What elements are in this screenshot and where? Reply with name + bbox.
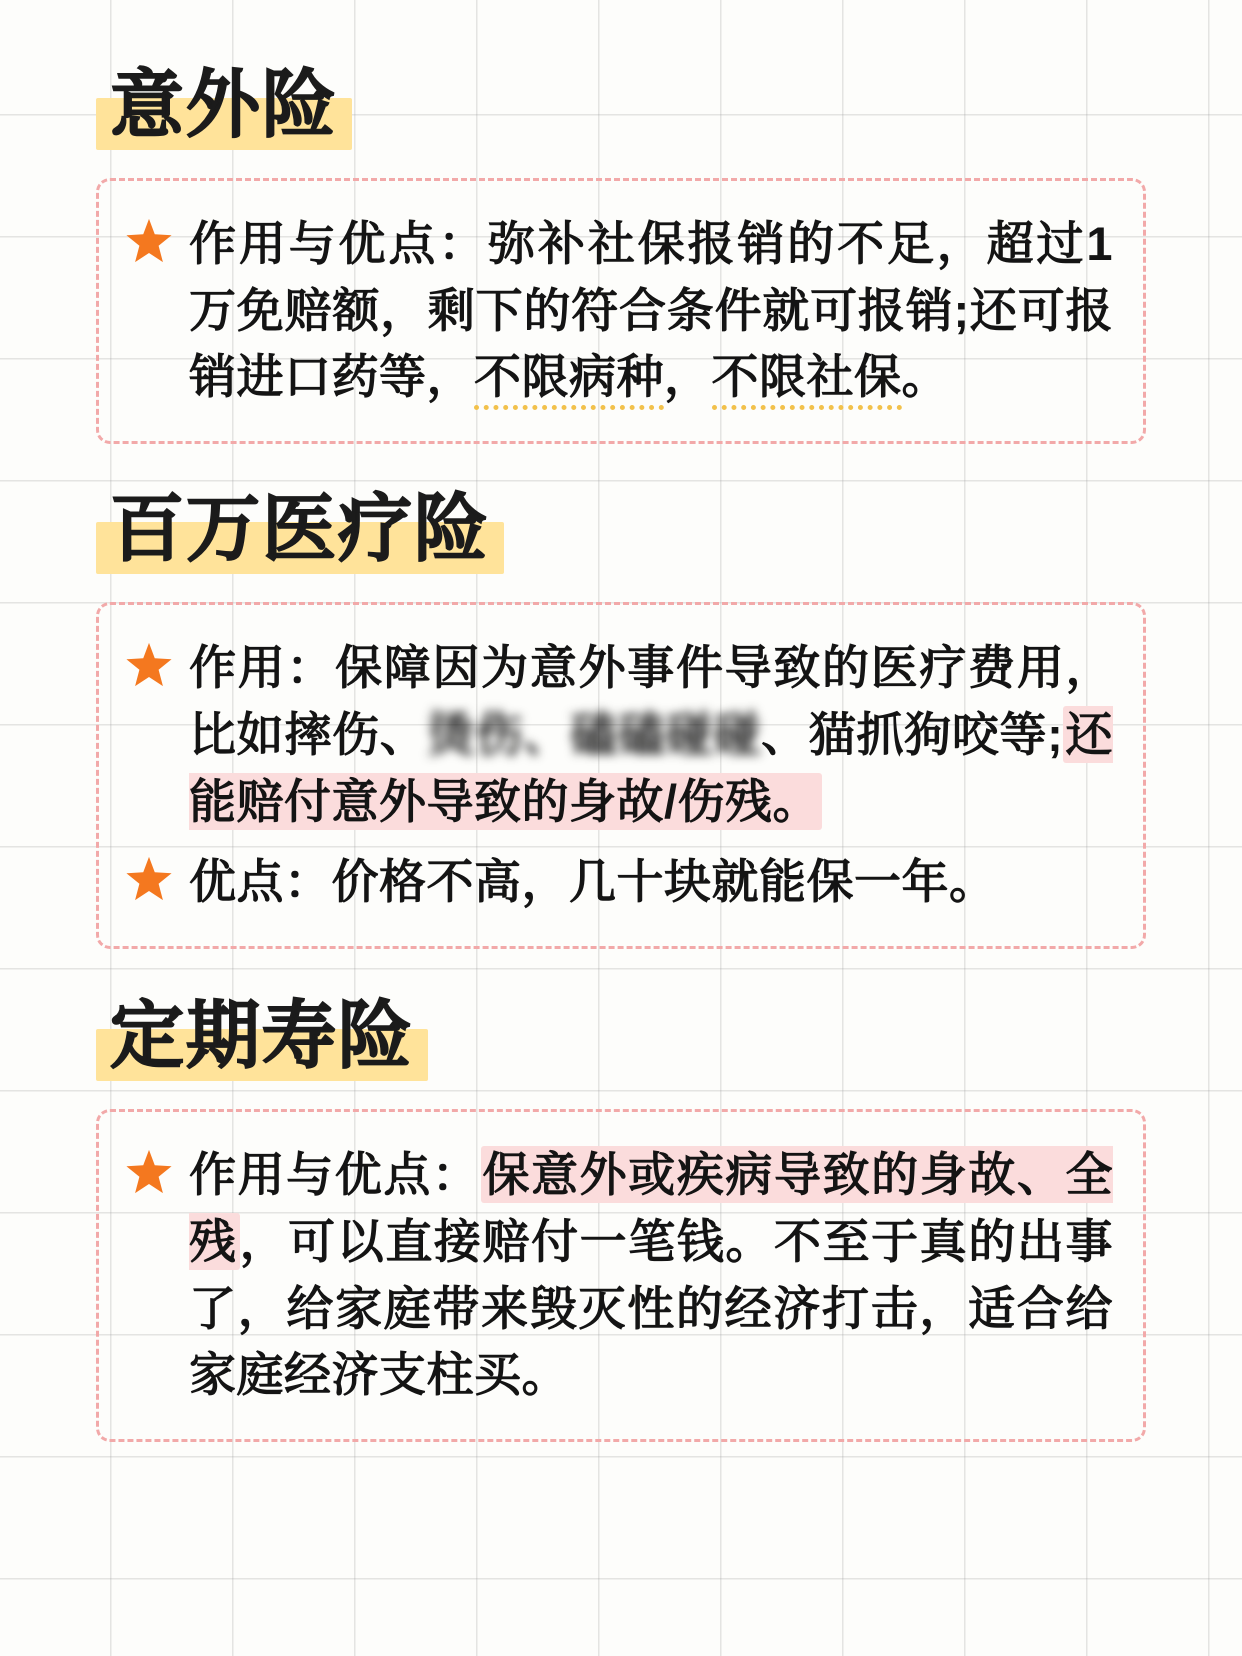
bullet-text xyxy=(189,211,1113,411)
bullet-label: 优点： xyxy=(189,855,332,909)
bullet-item xyxy=(125,849,1113,916)
heading-wrap-2 xyxy=(96,486,1242,576)
bullet-text xyxy=(189,849,1113,916)
star-icon xyxy=(125,641,173,689)
heading-text: 百万医疗险 xyxy=(110,487,490,571)
text-part-blurred: 烫伤、磕磕碰碰 xyxy=(427,707,762,761)
text-part: ，可以直接赔付一笔钱。不至于真的出事了，给家庭带来毁灭性的经济打击，适合给家庭经济支柱买。 xyxy=(189,1214,1114,1402)
bullet-label: 作用与优点： xyxy=(189,1148,481,1202)
heading-wrap-3 xyxy=(96,993,1242,1083)
text-part: 价格不高，几十块就能保一年。 xyxy=(331,855,997,909)
section-term-life-insurance xyxy=(0,949,1242,1442)
bullet-label: 作用： xyxy=(189,641,336,695)
heading-wrap-1 xyxy=(96,62,1242,152)
text-part-underlined: 不限社保 xyxy=(712,350,902,410)
content-card xyxy=(96,1109,1146,1442)
star-icon xyxy=(125,1148,173,1196)
bullet-text xyxy=(189,1142,1113,1409)
content-card xyxy=(96,178,1146,444)
bullet-label: 作用与优点： xyxy=(189,217,489,270)
text-part: ， xyxy=(664,350,712,404)
section-heading xyxy=(96,993,428,1083)
star-icon xyxy=(125,217,173,265)
bullet-item xyxy=(125,635,1113,835)
text-part-underlined: 不限病种 xyxy=(474,350,664,410)
star-icon xyxy=(125,855,173,903)
text-part: 弥补社保报销的不足，超过1万免赔额，剩下的符合条件就可报销;还可报销进口药等， xyxy=(189,217,1114,404)
heading-text: 意外险 xyxy=(110,63,338,146)
text-part: 、猫抓狗咬等; xyxy=(761,707,1064,761)
section-million-medical-insurance xyxy=(0,444,1242,949)
text-part: 。 xyxy=(901,350,949,404)
bullet-item xyxy=(125,211,1113,411)
section-heading xyxy=(96,62,352,152)
text-part-highlighted: 还能赔付意外导致的身故/伤残。 xyxy=(189,707,1114,828)
text-part-highlighted: 保意外或疾病导致的身故、全残 xyxy=(189,1148,1113,1268)
section-accident-insurance xyxy=(0,0,1242,444)
section-heading xyxy=(96,486,504,576)
content-card xyxy=(96,602,1146,949)
bullet-item xyxy=(125,1142,1113,1409)
text-part: 保障因为意外事件导致的医疗费用，比如摔伤、 xyxy=(189,641,1114,761)
bullet-text xyxy=(189,635,1113,835)
heading-text: 定期寿险 xyxy=(110,994,414,1078)
